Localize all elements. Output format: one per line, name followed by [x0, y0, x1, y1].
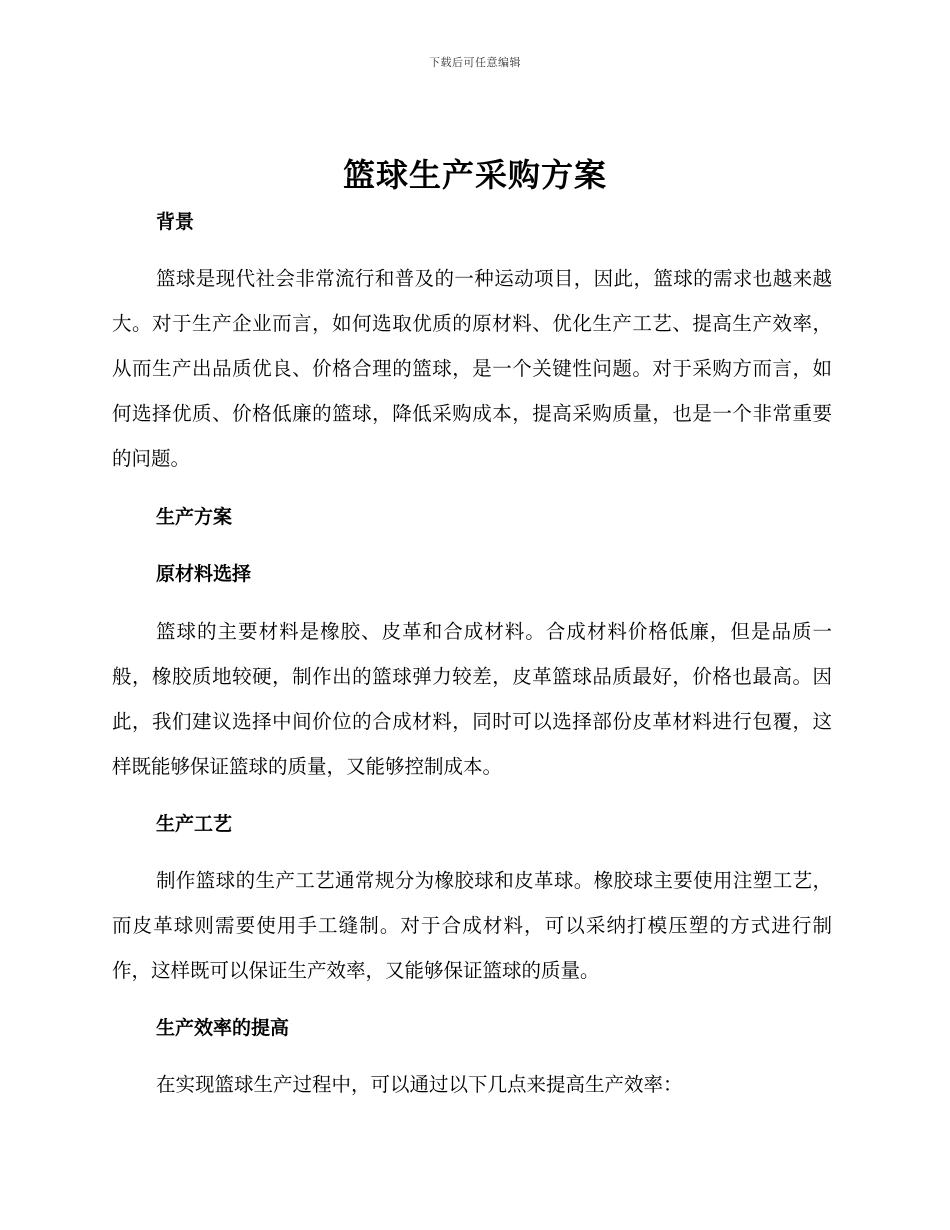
paragraph-background: 篮球是现代社会非常流行和普及的一种运动项目，因此，篮球的需求也越来越大。对于生产企业而言，如何选取优质的原材料、优化生产工艺、提高生产效率，从而生产出品质优良、价格合理的篮球，是一个关键性问题。对于采购方而言，如何选择优质、价格低廉的篮球，降低采购成本，提高采购质量，也是一个非常重要的问题。: [112, 267, 832, 470]
header-note: 下载后可任意编辑: [429, 56, 521, 69]
heading-background: 背景: [156, 211, 195, 233]
paragraph-raw-materials: 篮球的主要材料是橡胶、皮革和合成材料。合成材料价格低廉，但是品质一般，橡胶质地较硬，制作出的篮球弹力较差，皮革篮球品质最好，价格也最高。因此，我们建议选择中间价位的合成材料，同时可以选择部份皮革材料进行包覆，这样既能够保证篮球的质量，又能够控制成本。: [112, 620, 832, 778]
paragraph-process: 制作篮球的生产工艺通常规分为橡胶球和皮革球。橡胶球主要使用注塑工艺，而皮革球则需要使用手工缝制。对于合成材料，可以采纳打模压塑的方式进行制作，这样既可以保证生产效率，又能够保证篮球的质量。: [112, 869, 832, 982]
heading-process: 生产工艺: [156, 813, 233, 835]
heading-raw-materials: 原材料选择: [156, 563, 252, 585]
paragraph-efficiency: 在实现篮球生产过程中，可以通过以下几点来提高生产效率：: [156, 1073, 683, 1096]
heading-efficiency: 生产效率的提高: [156, 1017, 290, 1039]
document-title: 篮球生产采购方案: [342, 156, 607, 194]
heading-production-plan: 生产方案: [156, 506, 233, 528]
